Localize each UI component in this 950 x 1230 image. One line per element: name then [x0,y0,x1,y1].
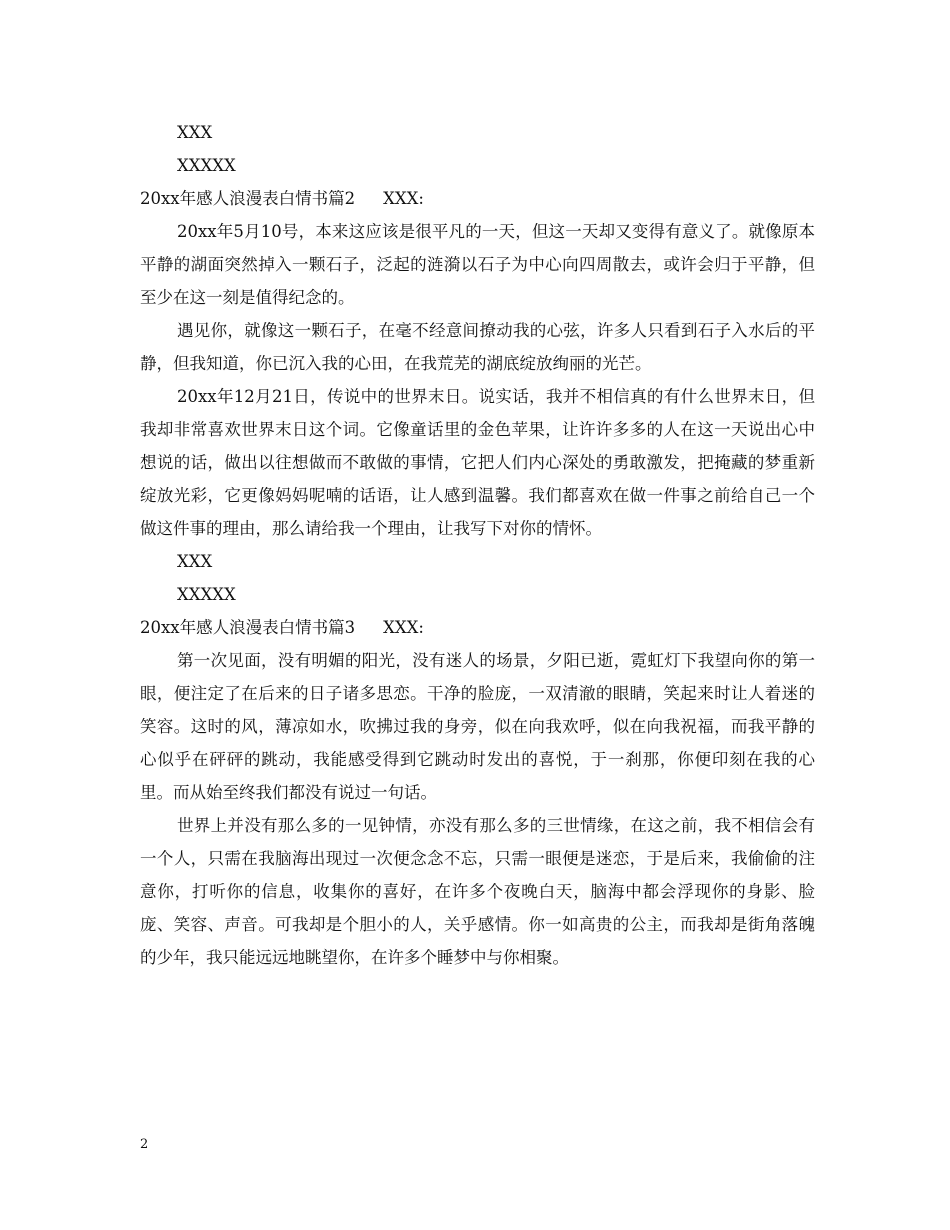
paragraph-5: 世界上并没有那么多的一见钟情，亦没有那么多的三世情缘，在这之前，我不相信会有一个人，只需在我脑海出现过一次便念念不忘，只需一眼便是迷恋，于是后来，我偷偷的注意你，打听你的信息，收集你的喜好，在许多个夜晚白天，脑海中都会浮现你的身影、脸庞、笑容、声音。可我却是个胆小的人，关乎感情。你一如高贵的公主，而我却是街角落魄的少年，我只能远远地眺望你，在许多个睡梦中与你相聚。 [140,816,815,967]
salutation-2: XXX: [383,189,424,208]
section-heading-2 [140,182,815,215]
salutation-3: XXX: [383,618,424,637]
paragraph-1: 20xx年5月10号，本来这应该是很平凡的一天，但这一天却又变得有意义了。就像原本平静的湖面突然掉入一颗石子，泛起的涟漪以石子为中心向四周散去，或许会归于平静，但至少在这一刻是值得纪念的。 [140,222,815,307]
section-heading-3 [140,611,815,644]
signature-name-1: XXX [177,123,213,142]
section-title-2: 20xx年感人浪漫表白情书篇2 [140,189,356,208]
paragraph-2: 遇见你，就像这一颗石子，在毫不经意间撩动我的心弦，许多人只看到石子入水后的平静，但我知道，你已沉入我的心田，在我荒芜的湖底绽放绚丽的光芒。 [140,321,815,373]
section-title-3: 20xx年感人浪漫表白情书篇3 [140,618,356,637]
signature-name-2: XXX [177,552,213,571]
page-number: 2 [140,1137,149,1152]
document-body [140,116,815,974]
signature-date-2: XXXXX [177,585,236,604]
signature-date-1: XXXXX [177,156,236,175]
paragraph-3: 20xx年12月21日，传说中的世界末日。说实话，我并不相信真的有什么世界末日，但我却非常喜欢世界末日这个词。它像童话里的金色苹果，让许许多多的人在这一天说出心中想说的话，做出以往想做而不敢做的事情，它把人们内心深处的勇敢激发，把掩藏的梦重新绽放光彩，它更像妈妈呢喃的话语，让人感到温馨。我们都喜欢在做一件事之前给自己一个做这件事的理由，那么请给我一个理由，让我写下对你的情怀。 [140,387,815,538]
paragraph-4: 第一次见面，没有明媚的阳光，没有迷人的场景，夕阳已逝，霓虹灯下我望向你的第一眼，便注定了在后来的日子诸多思恋。干净的脸庞，一双清澈的眼睛，笑起来时让人着迷的笑容。这时的风，薄凉如水，吹拂过我的身旁，似在向我欢呼，似在向我祝福，而我平静的心似乎在砰砰的跳动，我能感受得到它跳动时发出的喜悦，于一刹那，你便印刻在我的心里。而从始至终我们都没有说过一句话。 [140,651,815,802]
